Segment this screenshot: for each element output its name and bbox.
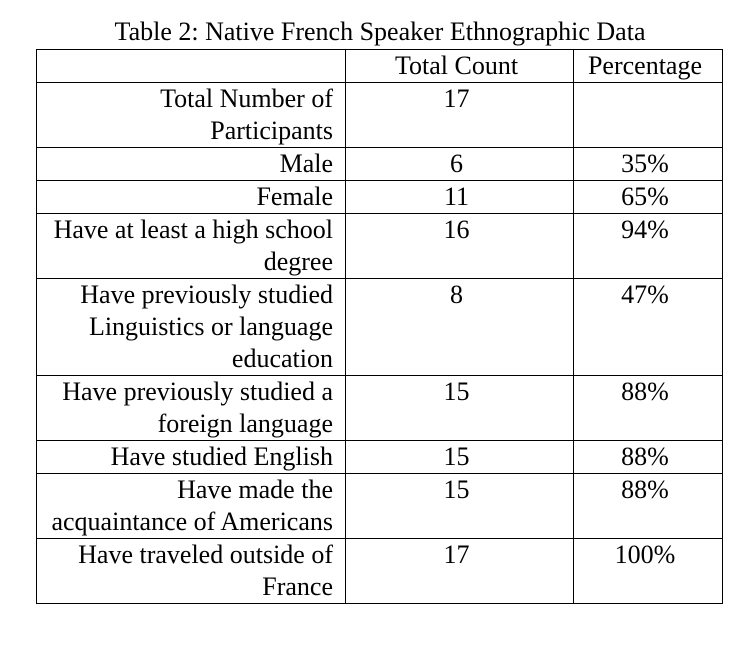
table-row [37,539,723,604]
row-label: Total Number of Participants [37,83,346,148]
row-count: 15 [346,376,574,441]
row-percentage: 88% [574,376,723,441]
header-total-count: Total Count [346,50,574,83]
header-row [37,50,723,83]
header-empty-cell [37,50,346,83]
row-label: Have studied English [37,441,346,474]
row-percentage: 65% [574,181,723,214]
row-percentage [574,83,723,148]
table-row [37,376,723,441]
row-count: 17 [346,83,574,148]
row-percentage: 88% [574,441,723,474]
row-count: 15 [346,474,574,539]
row-count: 16 [346,214,574,279]
header-percentage: Percentage [574,50,723,83]
table-row [37,441,723,474]
row-percentage: 94% [574,214,723,279]
row-count: 6 [346,148,574,181]
row-count: 8 [346,279,574,376]
table-row [37,148,723,181]
table-row [37,181,723,214]
row-label: Have at least a high school degree [37,214,346,279]
row-count: 17 [346,539,574,604]
table-row [37,214,723,279]
row-label: Male [37,148,346,181]
row-count: 15 [346,441,574,474]
row-label: Have previously studied a foreign language [37,376,346,441]
row-percentage: 88% [574,474,723,539]
table-row [37,83,723,148]
row-count: 11 [346,181,574,214]
row-label: Female [37,181,346,214]
ethnographic-data-table [36,49,723,604]
row-percentage: 35% [574,148,723,181]
table-row [37,474,723,539]
row-percentage: 100% [574,539,723,604]
row-label: Have traveled outside of France [37,539,346,604]
row-percentage: 47% [574,279,723,376]
table-caption: Table 2: Native French Speaker Ethnographic Data [114,17,646,46]
table-row [37,279,723,376]
row-label: Have previously studied Linguistics or language education [37,279,346,376]
row-label: Have made the acquaintance of Americans [37,474,346,539]
